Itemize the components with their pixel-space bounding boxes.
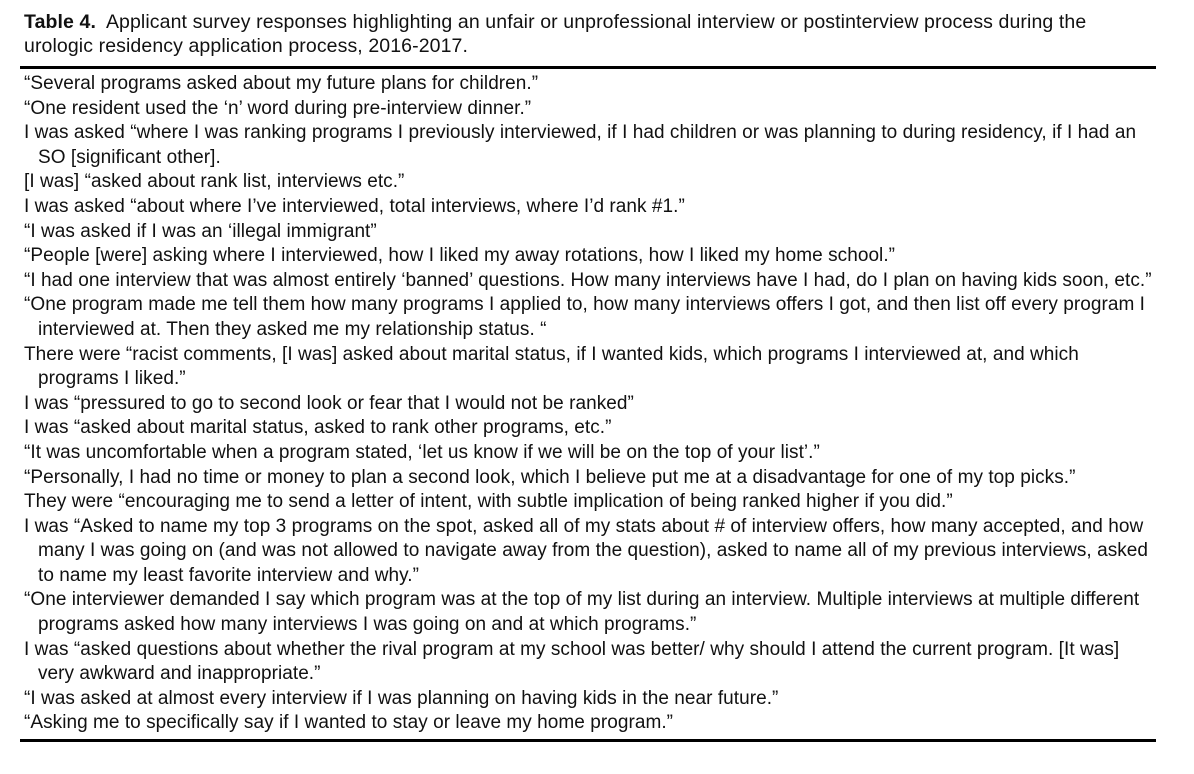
response-row: “Several programs asked about my future plans for children.” [24,73,539,94]
response-row: I was “asked questions about whether the rival program at my school was better/ why should I attend the current program. [It was] very awkward and inappropriate.” [24,638,1120,685]
response-row: “People [were] asking where I interviewed, how I liked my away rotations, how I liked my home school.” [24,245,896,267]
response-row: “It was uncomfortable when a program stated, ‘let us know if we will be on the top of your list’.” [24,441,820,463]
table-caption-label: Table 4. [24,11,96,33]
response-row: “Personally, I had no time or money to plan a second look, which I believe put me at a disadvantage for one of my top picks.” [24,466,1076,488]
response-row: I was “pressured to go to second look or fear that I would not be ranked” [24,392,634,414]
response-row: I was asked “about where I’ve interviewed, total interviews, where I’d rank #1.” [24,195,685,217]
response-list [20,72,1160,736]
table-container [20,10,1160,742]
table-caption-text: Applicant survey responses highlighting an unfair or unprofessional interview or postinterview process during the urologic residency application process, 2016-2017. [24,11,1087,57]
response-row: There were “racist comments, [I was] asked about marital status, if I wanted kids, which programs I interviewed at, and which programs I liked.” [24,343,1079,390]
table-top-rule [20,66,1156,69]
response-row: “One resident used the ‘n’ word during pre-interview dinner.” [24,97,532,119]
response-row: I was “asked about marital status, asked to rank other programs, etc.” [24,417,612,439]
response-row: “I had one interview that was almost entirely ‘banned’ questions. How many interviews have I had, do I plan on having kids soon, etc.” [24,269,1152,291]
table-bottom-rule [20,739,1156,742]
response-row: [I was] “asked about rank list, interviews etc.” [24,171,405,193]
response-row: They were “encouraging me to send a letter of intent, with subtle implication of being ranked higher if you did.” [24,491,953,513]
response-row: “I was asked at almost every interview if I was planning on having kids in the near future.” [24,687,779,709]
response-row: “I was asked if I was an ‘illegal immigrant” [24,220,377,242]
response-row: “One program made me tell them how many programs I applied to, how many interviews offers I got, and then list off every program I interviewed at. Then they asked me my relationship status. “ [24,294,1145,340]
response-row: “One interviewer demanded I say which program was at the top of my list during an interview. Multiple interviews at multiple different programs asked how many interviews I was going on and at which programs.” [24,589,1140,636]
response-row: I was “Asked to name my top 3 programs on the spot, asked all of my stats about # of interview offers, how many accepted, and how many I was going on (and was not allowed to navigate away from the question), asked to name all of my previous interviews, asked to name my least favorite interview and why.” [24,515,1149,586]
response-row: I was asked “where I was ranking programs I previously interviewed, if I had children or was planning to during residency, if I had an SO [significant other]. [24,122,1137,168]
table-caption [20,10,1160,58]
response-row: “Asking me to specifically say if I wanted to stay or leave my home program.” [24,712,674,734]
